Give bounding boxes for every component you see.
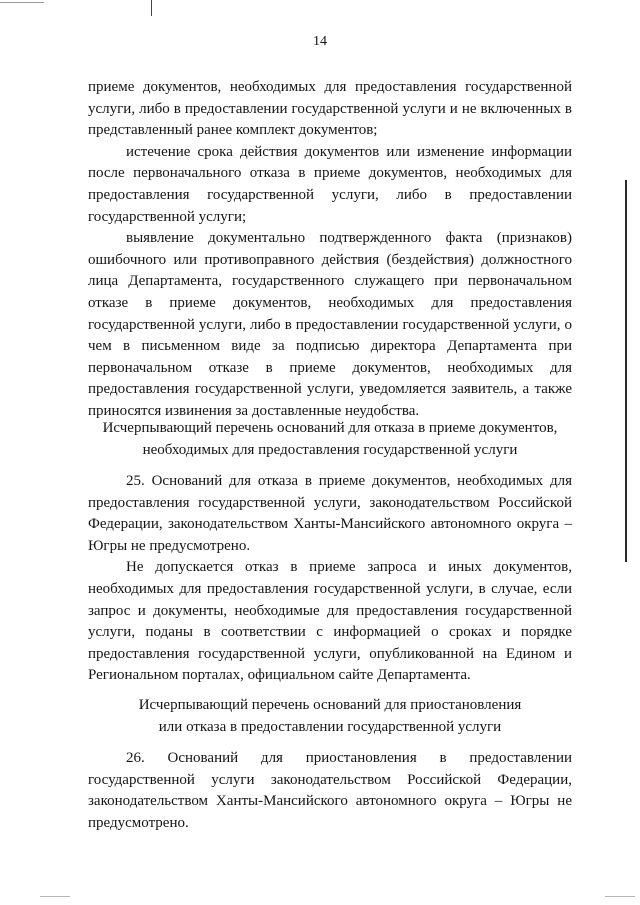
paragraph: Не допускается отказ в приеме запроса и иных документов, необходимых для предоставления государственной услуги, в случае, если запрос и документы, необходимые для предоставления государственной услуги, поданы в соответствии с информацией о сроках и порядке предоставления государственной услуги, опубликованной на Едином и Региональном порталах, официальном сайте Департамента. xyxy=(88,559,572,684)
scan-artifact-bottom-left xyxy=(40,896,70,897)
paragraph-25: 25. Оснований для отказа в приеме документов, необходимых для предоставления государственной услуги, законодательством Российской Федерации, законодательством Ханты-Мансийского автономного округа – Югры не предусмотрено. xyxy=(88,473,572,554)
paragraph-block-3 xyxy=(88,748,572,834)
paragraph: выявление документально подтвержденного факта (признаков) ошибочного или противоправного действия (бездействия) должностного лица Департамента, государственного служащего при первоначальном отказе в приеме документов, необходимых для предоставления государственной услуги, либо в предоставлении государственной услуги, о чем в письменном виде за подписью директора Департамента при первоначальном отказе в приеме документов, необходимых для предоставления государственной услуги, уведомляется заявитель, а также приносятся извинения за доставленные неудобства. xyxy=(88,230,572,419)
page-number: 14 xyxy=(313,34,327,49)
paragraph: приеме документов, необходимых для предоставления государственной услуги, либо в предоставлении государственной услуги и не включенных в представленный ранее комплект документов; xyxy=(88,79,572,139)
paragraph-block-2 xyxy=(88,471,572,687)
heading-line: необходимых для предоставления государственной услуги xyxy=(142,442,518,458)
scan-artifact-bottom-right xyxy=(605,896,635,897)
section-heading-refusal-documents xyxy=(60,417,600,461)
margin-revision-bar xyxy=(625,180,627,562)
scan-artifact-rule xyxy=(0,2,44,3)
paragraph-block-1 xyxy=(88,77,572,423)
heading-line: Исчерпывающий перечень оснований для приостановления xyxy=(138,697,522,713)
scan-artifact-tick xyxy=(151,0,152,16)
heading-line: или отказа в предоставлении государственной услуги xyxy=(158,719,502,735)
section-heading-suspension xyxy=(60,694,600,738)
paragraph: истечение срока действия документов или изменение информации после первоначального отказа в приеме документов, необходимых для предоставления государственной услуги, либо в предоставлении государственной услуги; xyxy=(88,143,572,225)
paragraph-26: 26. Оснований для приостановления в предоставлении государственной услуги законодательством Российской Федерации, законодательством Ханты-Мансийского автономного округа – Югры не предусмотрено. xyxy=(88,750,572,831)
heading-line: Исчерпывающий перечень оснований для отказа в приеме документов, xyxy=(102,420,558,436)
